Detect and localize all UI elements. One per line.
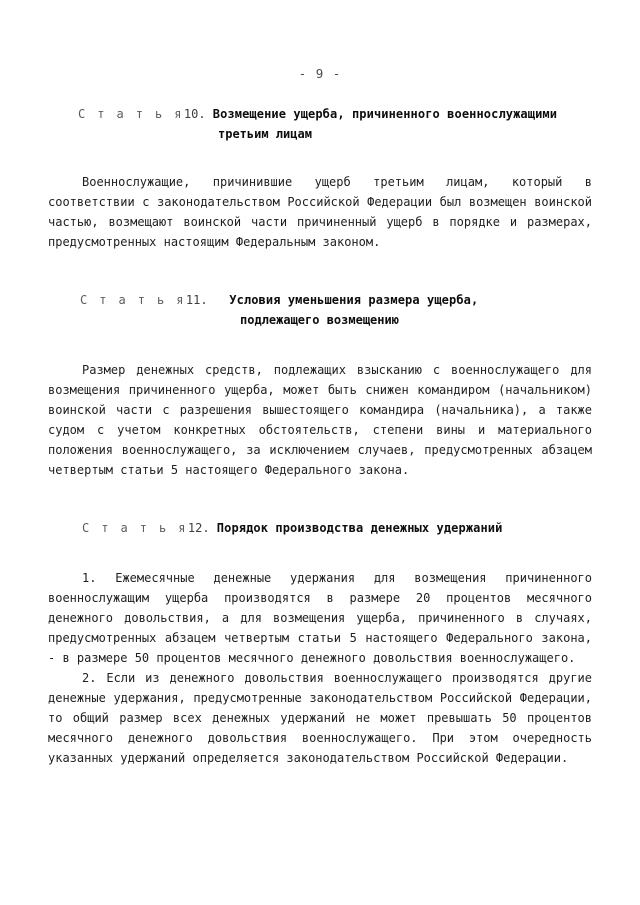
article-12-label: С т а т ь я: [82, 521, 188, 535]
spacer: [48, 330, 592, 360]
spacer: [48, 144, 592, 172]
spacer: [48, 252, 592, 290]
article-10-label: С т а т ь я: [78, 107, 184, 121]
article-12-number: 12.: [187, 521, 210, 535]
spacer: [48, 480, 592, 518]
article-10-paragraph-1: Военнослужащие, причинившие ущерб третьим лицам, который в соответствии с законодательством Российской Федерации был возмещен воинской частью, возмещают воинской части причиненный ущерб в порядке и размерах, предусмотренных настоящим Федеральным законом.: [48, 175, 592, 249]
article-12-label-row: [48, 518, 592, 538]
article-12-paragraph-2: 2. Если из денежного довольствия военнослужащего производятся другие денежные удержания, предусмотренные законодательством Российской Федерации, то общий размер всех денежных удержаний не может превышать 50 процентов месячного денежного довольствия военнослужащего. При этом очередность указанных удержаний определяется законодательством Российской Федерации.: [48, 671, 592, 765]
page-number: - 9 -: [298, 66, 342, 81]
article-11-paragraph-1: Размер денежных средств, подлежащих взысканию с военнослужащего для возмещения причиненного ущерба, может быть снижен командиром (начальником) воинской части с разрешения вышестоящего командира (начальника), а также судом с учетом конкретных обстоятельств, степени вины и материального положения военнослужащего, за исключением случаев, предусмотренных абзацем четвертым статьи 5 настоящего Федерального закона.: [48, 363, 592, 477]
spacer: [48, 538, 592, 568]
article-10-number: 10.: [183, 107, 206, 121]
article-11-title-line-2: подлежащего возмещению: [240, 313, 399, 327]
article-10-title-line-1: Возмещение ущерба, причиненного военнослужащими: [212, 107, 558, 121]
article-10-title-line-2: третьим лицам: [218, 127, 312, 141]
article-11-label: С т а т ь я: [80, 293, 186, 307]
article-heading-10: [48, 104, 592, 144]
article-11-title-line-1: Условия уменьшения размера ущерба,: [229, 293, 479, 307]
article-12-title-line-1: Порядок производства денежных удержаний: [216, 521, 503, 535]
article-heading-12: [48, 518, 592, 538]
article-11-label-row: [48, 290, 592, 310]
document-body: [48, 104, 592, 768]
article-10-label-row: [48, 104, 592, 124]
article-12-paragraph-1: 1. Ежемесячные денежные удержания для возмещения причиненного военнослужащим ущерба производятся в размере 20 процентов месячного денежного довольствия, а для возмещения ущерба, причиненного в случаях, предусмотренных абзацем четвертым статьи 5 настоящего Федерального закона, - в размере 50 процентов месячного денежного довольствия военнослужащего.: [48, 571, 592, 665]
article-heading-11: [48, 290, 592, 330]
article-11-number: 11.: [185, 293, 208, 307]
